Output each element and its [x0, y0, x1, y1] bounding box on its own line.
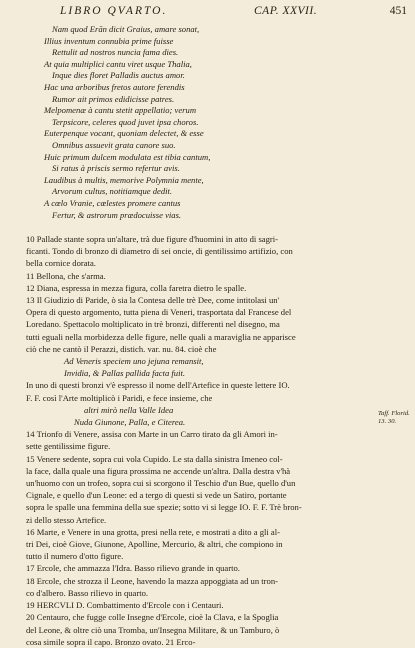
entry-line: 10 Pallade stante sopra un'altare, trà due figure d'huomini in atto di sagri-: [26, 234, 279, 244]
entry-line: sopra le spalle una femmina della sue spezie; sotto vi si legge IO. F. F. Trè bron-: [26, 502, 302, 513]
quoted-verse-line: Invidia, & Pallas pallida facta fuit.: [64, 368, 186, 379]
entry-line: 20 Centauro, che fugge colle Insegne d'Ercole, cioè la Clava, e la Spoglia: [26, 612, 279, 623]
entry-line: sette gentilissime figure.: [26, 441, 111, 452]
quoted-verse-line: Ad Veneris speciem uno jejuna remansit,: [64, 356, 204, 367]
quoted-verse-line: Nuda Giunone, Palla, e Citerea.: [74, 417, 186, 428]
entry-line: 15 Venere sedente, sopra cui vola Cupido. Le sta dalla sinistra Imeneo col-: [26, 453, 283, 464]
verse-line: Rumor ait primos edidicisse patres.: [52, 93, 175, 104]
entry-line: ciò che ne cantò il Perazzi, distich. var. nu. 84. cioè che: [26, 343, 217, 354]
verse-line: Terpsicore, celeres quod juvet ipsa choros.: [52, 116, 199, 127]
verse-line: Euterpenque vocant, quoniam delectet, & esse: [44, 128, 204, 139]
verse-line: At quia multiplici cantu viret usque Thalia,: [44, 58, 192, 69]
verse-line: Inque dies floret Palladis auctus amor.: [52, 70, 185, 81]
chapter-label: CAP. XXVII.: [254, 5, 318, 17]
entry-line: 12 Diana, espressa in mezza figura, colla faretra dietro le spalle.: [26, 282, 247, 293]
entry-line: 17 Ercole, che ammazza l'Idra. Basso rilievo grande in quarto.: [26, 563, 240, 574]
entry-line: co d'albero. Basso rilievo in quarto.: [26, 587, 149, 598]
margin-reference-note: Taff. Florid. 13. 30.: [378, 410, 410, 425]
verse-line: Arvorum cultus, notitiamque dedit.: [52, 186, 173, 197]
entry-line: del Leone, & oltre ciò una Tromba, un'Insegna Militare, & un Tamburo, ò: [26, 624, 280, 635]
verse-line: A cœlo Vranie, cœlestes promere cantus: [44, 197, 181, 208]
verse-line: Omnibus assuevit grata canore suo.: [52, 139, 176, 150]
entry-line: 14 Trionfo di Venere, assisa con Marte in un Carro tirato da gli Amori in-: [26, 429, 278, 440]
entry-line: cosa simile sopra il capo. Bronzo ovato. 21 Erco-: [26, 636, 196, 647]
entry-line: 19 HERCVLI D. Combattimento d'Ercole con i Centauri.: [26, 600, 224, 611]
verse-line: Hac una arboribus fretos autore ferendis: [44, 81, 185, 92]
book-section-title: LIBRO QVARTO.: [60, 5, 168, 17]
entry-line: tri Dei, cioè Giove, Giunone, Apolline, Mercurio, & altri, che compiono in: [26, 539, 283, 550]
entry-line: 16 Marte, e Venere in una grotta, presi nella rete, e mostrati a dito a gli al-: [26, 526, 280, 537]
running-header: [22, 5, 407, 19]
verse-line: Melpomenæ à cantu stetit appellatio; verum: [44, 105, 197, 116]
verse-line: Huic primum dulcem modulata est tibia cantum,: [44, 151, 211, 162]
entry-line: In uno di questi bronzi v'è espresso il nome dell'Artefice in queste lettere IO.: [26, 380, 290, 391]
entry-line: la face, dalla quale una figura prossima ne accende un'altra. Dalla destra v'hà: [26, 465, 291, 476]
latin-verse-block: [44, 24, 364, 221]
entry-line: bella cornice dorata.: [26, 258, 96, 269]
verse-line: Fertur, & astrorum prædocuisse vias.: [52, 209, 182, 220]
entry-line: 13 Il Giudizio di Paride, ò sia la Contesa delle trè Dee, come intitolasi un': [26, 295, 280, 306]
quoted-verse-line: altri mirò nella Valle Idea: [84, 404, 174, 415]
page-number: 451: [389, 5, 407, 17]
entry-line: 11 Bellona, che s'arma.: [26, 270, 106, 281]
catalogue-text: [26, 233, 378, 648]
verse-line: Illius inventum connubia prime fuisse: [44, 35, 174, 46]
verse-line: Rettulit ad nostros nuncia fama dies.: [52, 47, 179, 58]
entry-line: un'huomo con un trofeo, sopra cui si scorgono il Teschio d'un Bue, quello d'un: [26, 478, 296, 489]
entry-line: ficanti. Tondo di bronzo di diametro di sei oncie, di gentilissimo artifizio, con: [26, 246, 293, 257]
verse-line: Nam quod Erān dicit Graius, amare sonat,: [52, 24, 200, 34]
entry-line: tutti eguali nella morbidezza delle figure, nelle quali a maraviglia ne apparisce: [26, 331, 296, 342]
entry-line: F. F. così l'Arte moltiplicò i Paridi, e fece insieme, che: [26, 392, 213, 403]
entry-line: Cignale, e quello d'un Leone: ed a tergo di questi si vede un Satiro, portante: [26, 490, 287, 501]
entry-line: Opera di questo argomento, tutta piena di Veneri, trasportata dal Francese del: [26, 307, 292, 318]
entry-line: Loredano. Spettacolo moltiplicato in trè bronzi, differenti nel disegno, ma: [26, 319, 280, 330]
entry-line: tutto il numero d'otto figure.: [26, 551, 124, 562]
verse-line: Laudibus à multis, memorive Polymnia mente,: [44, 174, 204, 185]
entry-line: 18 Ercole, che strozza il Leone, havendo la mazza appoggiata ad un tron-: [26, 575, 278, 586]
verse-line: Si ratus à priscis sermo refertur avis.: [52, 163, 180, 174]
entry-line: zi dello stesso Artefice.: [26, 514, 107, 525]
